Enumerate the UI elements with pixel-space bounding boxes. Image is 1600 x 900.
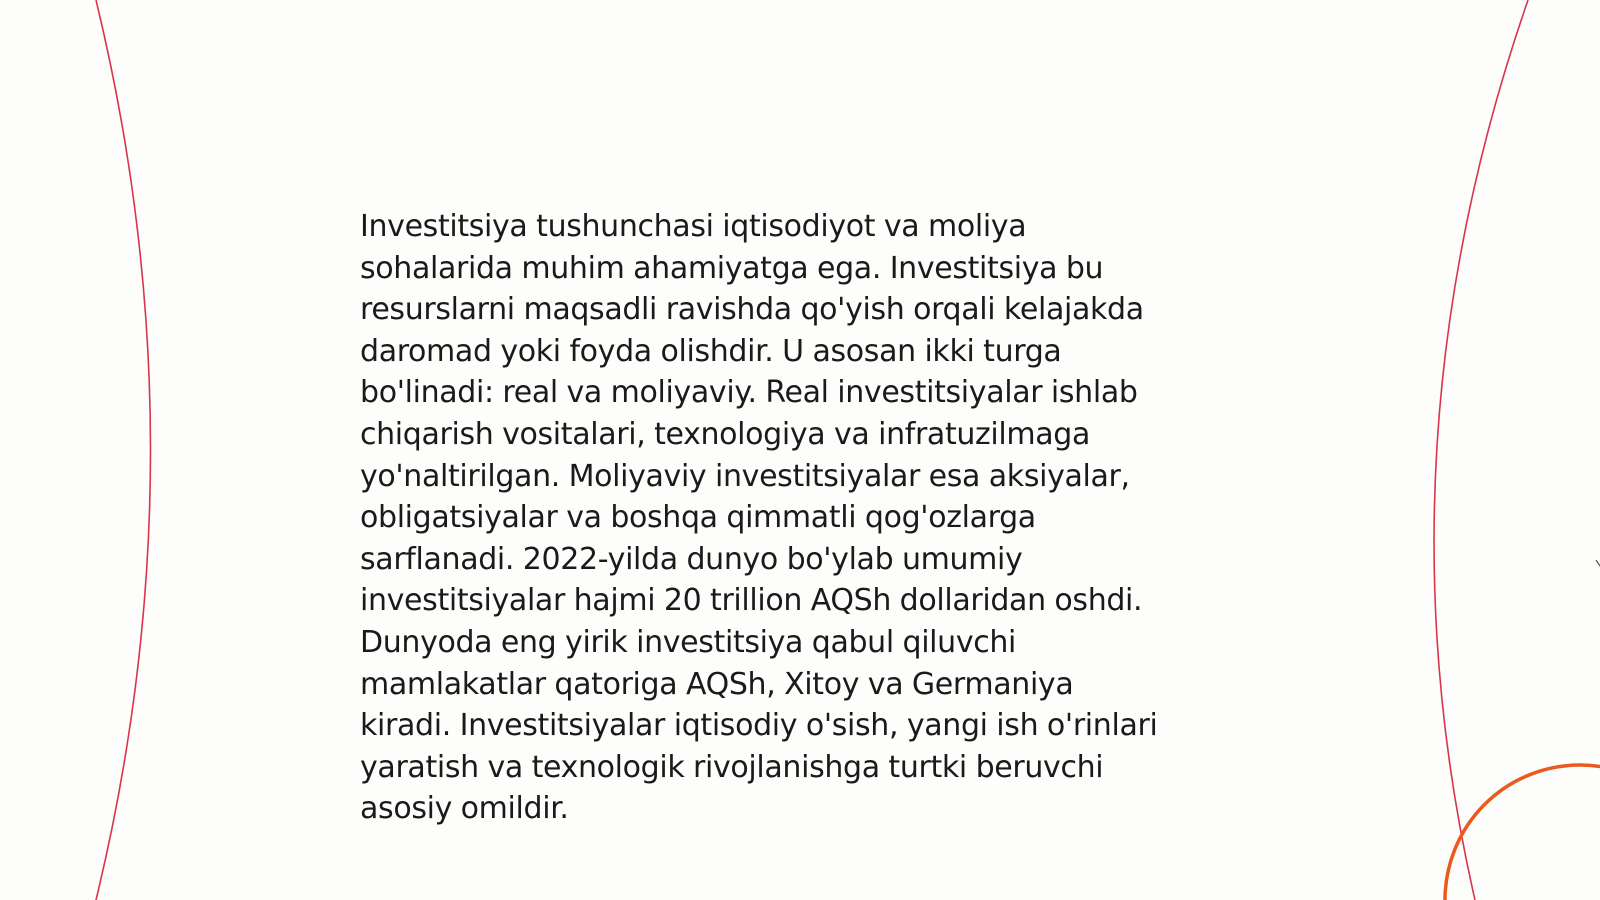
right-edge-arrow-mark bbox=[1596, 560, 1600, 566]
slide-body-text: Investitsiya tushunchasi iqtisodiyot va moliya sohalarida muhim ahamiyatga ega. Investitsiya bu resurslarni maqsadli ravishda qo'yish orqali kelajakda daromad yoki foyda olishdir. U asosan ikki turga bo'linadi: real va moliyaviy. Real investitsiyalar ishlab chiqarish vositalari, texnologiya va infratuzilmaga yo'naltirilgan. Moliyaviy investitsiyalar esa aksiyalar, obligatsiyalar va boshqa qimmatli qog'ozlarga sarflanadi. 2022-yilda dunyo bo'ylab umumiy investitsiyalar hajmi 20 trillion AQSh dollaridan oshdi. Dunyoda eng yirik investitsiya qabul qiluvchi mamlakatlar qatoriga AQSh, Xitoy va Germaniya kiradi. Investitsiyalar iqtisodiy o'sish, yangi ish o'rinlari yaratish va texnologik rivojlanishga turtki beruvchi asosiy omildir. bbox=[360, 209, 1158, 827]
orange-decorative-circle bbox=[1445, 765, 1600, 900]
right-decorative-curve bbox=[1434, 0, 1528, 900]
left-decorative-curve bbox=[96, 0, 151, 900]
